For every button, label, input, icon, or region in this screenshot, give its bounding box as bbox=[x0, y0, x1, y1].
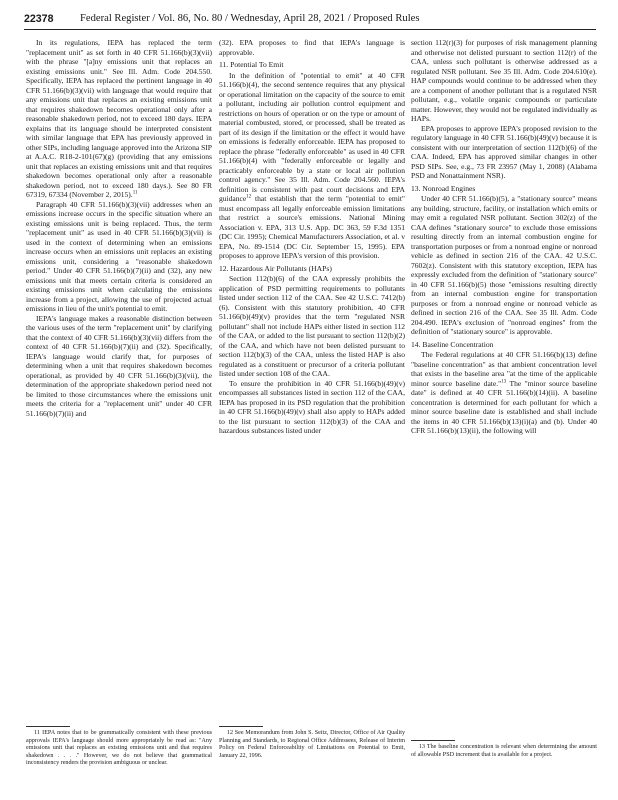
footnote-ref: 12 bbox=[246, 194, 252, 200]
paragraph: To ensure the prohibition in 40 CFR 51.166(b)(49)(v) encompasses all substances listed in section 112 of the CAA, IEPA has proposed in its PSD regulation that the prohibition in 40 CFR 51.166(b)(49)(v) shall also apply to HAPs added to the list pursuant to section 112(b)(3) of the CAA and hazardous substances listed under bbox=[219, 378, 405, 435]
section-heading: 14. Baseline Concentration bbox=[411, 339, 494, 349]
paragraph: section 112(r)(3) for purposes of risk management planning and otherwise not delisted pursuant to section 112(r) of the CAA, unless such pollutant is otherwise addressed as a regulated NSR pollutant. See 35 Ill. Adm. Code 204.610(e). HAP compounds would continue to be addressed when they are a component of another pollutant that is a regulated NSR pollutant, e.g., volatile organic compounds or particulate matter. However, they would not be regulated individually as HAPs. bbox=[411, 38, 597, 123]
footnote-ref: 13 bbox=[501, 378, 507, 384]
paragraph: Paragraph 40 CFR 51.166(b)(3)(vii) addresses when an emissions increase occurs in the specific situation where an existing emissions unit is being replaced. Thus, the term "replacement unit" as used in 40 CFR 51.166(b)(3)(vii) is used in the context of determining when an emissions increase occurs when an emissions unit replaces an existing emissions unit, considering a "reasonable shakedown period." Under 40 CFR 51.166(b)(7)(ii) and (32), any new emissions unit that meets certain criteria is considered an existing emissions unit when calculating the emissions increase from a project, allowing the use of projected actual emissions in lieu of the unit's potential to emit. bbox=[26, 199, 212, 313]
paragraph: Section 112(b)(6) of the CAA expressly prohibits the application of PSD permitting requirements to pollutants listed under section 112 of the CAA. See 42 U.S.C. 7412(b)(6). Consistent with this statutory prohibition, 40 CFR 51.166(b)(49)(v) provides that the term "regulated NSR pollutant" shall not include HAPs either listed in section 112 of the CAA, or added to the list pursuant to section 112(b)(2) of the CAA, and which have not been delisted pursuant to section 112(b)(3) of the CAA, unless the listed HAP is also regulated as a constituent or precursor of a criteria pollutant listed under section 108 of the CAA. bbox=[219, 274, 405, 378]
section-heading: 11. Potential To Emit bbox=[219, 60, 284, 69]
footnote-rule bbox=[219, 726, 263, 727]
column-2 bbox=[219, 38, 405, 436]
column-3 bbox=[411, 38, 597, 436]
footnote-ref: 11 bbox=[132, 190, 138, 196]
page-number: 22378 bbox=[24, 13, 54, 25]
section-heading: 12. Hazardous Air Pollutants (HAPs) bbox=[219, 263, 332, 273]
footnote-block bbox=[219, 726, 405, 760]
paragraph: (32). EPA proposes to find that IEPA's language is approvable. bbox=[219, 38, 405, 57]
footnote-13: 13 The baseline concentration is relevant when determining the amount of allowable PSD increment that is available for a project. bbox=[411, 744, 597, 758]
paragraph: In its regulations, IEPA has replaced the term "replacement unit" as set forth in 40 CFR 51.166(b)(3)(vii) with the phrase "[a]ny emissions unit that replaces an existing emissions unit." See Ill. Adm. Code 204.550. Specifically, IEPA has replaced the pertinent language in 40 CFR 51.166(b)(3)(vii) with language that would require that any emissions unit that replaces an existing emissions unit that requires shakedown becomes operational only after a reasonable shakedown period, not to exceed 180 days. IEPA explains that its language should be interpreted consistent with similar language that EPA has previously approved in other SIPs, including language approved into the Arizona SIP at A.A.C. R18-2-101(67)(g) (providing that any emissions unit that replaces an existing emissions unit and that requires shakedown becomes operational only after a reasonable shakedown period, not to exceed 180 days.). See 80 FR 67319, 67334 (November 2, 2015).$^{11}$ bbox=[26, 38, 212, 199]
paragraph: The Federal regulations at 40 CFR 51.166(b)(13) define "baseline concentration" as that ambient concentration level that exists in the baseline area "at the time of the applicable minor source baseline date."$^{13}$ The "minor source baseline date" is defined at 40 CFR 51.166(b)(14)(ii). A baseline concentration is determined for each pollutant for which a minor source baseline date is established and shall include the items in 40 CFR 51.166(b)(13)(i)(a) and (b). Under 40 CFR 51.166(b)(13)(ii), the following will bbox=[411, 350, 597, 435]
header-rule bbox=[24, 29, 596, 30]
footnote-block bbox=[26, 726, 212, 768]
footnote-rule bbox=[26, 726, 70, 727]
footnote-rule bbox=[411, 740, 455, 741]
paragraph: In the definition of "potential to emit" at 40 CFR 51.166(b)(4), the second sentence requires that any physical or operational limitation on the capacity of the source to emit a pollutant, including air pollution control equipment and restrictions on hours of operation or on the type or amount of material combusted, stored, or processed, shall be treated as part of its design if the limitation or the effect it would have on emissions is federally enforceable. IEPA has proposed to replace the phrase "federally enforceable" as used in 40 CFR 51.166(b)(4) with "federally enforceable or legally and practicably enforceable by a state or local air pollution control agency." See 35 Ill. Adm. Code 204.560. IEPA's definition is consistent with past court decisions and EPA guidance$^{12}$ that establish that the term "potential to emit" must encompass all legally enforceable emission limitations that restrict a source's emissions. National Mining Association v. EPA, 313 U.S. App. DC 363, 59 F.3d 1351 (DC Cir. 1995); Chemical Manufacturers Association, et al. v EPA, No. 89-1514 (DC Cir. September 15, 1995). EPA proposes to approve IEPA's version of this provision. bbox=[219, 70, 405, 260]
paragraph: EPA proposes to approve IEPA's proposed revision to the regulatory language in 40 CFR 51.166(b)(49)(v) because it is consistent with our interpretation of section 112(b)(6) of the CAA. Indeed, EPA has approved similar changes in other PSD SIPs. See, e.g., 73 FR 23957 (May 1, 2008) (Alabama PSD and Nonattainment NSR). bbox=[411, 123, 597, 180]
page-header bbox=[24, 13, 596, 27]
footnote-11: 11 IEPA notes that to be grammatically consistent with these previous approvals IEPA's language should more appropriately be read as: "Any emissions unit that replaces an existing emissions unit and that requires shakedown . . . ." However, we do not believe that grammatical inconsistency renders the provision ambiguous or unclear. bbox=[26, 730, 212, 767]
column-1 bbox=[26, 38, 212, 418]
footnote-12: 12 See Memorandum from John S. Seitz, Director, Office of Air Quality Planning and Standards, to Regional Office Addressees, Release of Interim Policy on Federal Enforceability of Limitations on Potential to Emit, January 22, 1996. bbox=[219, 730, 405, 759]
paragraph: Under 40 CFR 51.166(b)(5), a "stationary source" means any building, structure, facility, or installation which emits or may emit a regulated NSR pollutant. Section 302(z) of the CAA defines "stationary source" to exclude those emissions resulting directly from an internal combustion engine for transportation purposes or from a nonroad engine or nonroad vehicle as defined in section 216 of the CAA. 42 U.S.C. 7602(z). Consistent with this statutory exception, IEPA has expressly excluded from the definition of "stationary source" in 40 CFR 51.166(b)(5) those "emissions resulting directly from an internal combustion engine for transportation purposes or from a nonroad engine or nonroad vehicle as defined in section 216 of the CAA. See 35 Ill. Adm. Code 204.490. IEPA's exclusion of "nonroad engines" from the definition of "stationary source" is approvable. bbox=[411, 194, 597, 336]
section-heading: 13. Nonroad Engines bbox=[411, 183, 476, 193]
header-citation: Federal Register / Vol. 86, No. 80 / Wednesday, April 28, 2021 / Proposed Rules bbox=[80, 13, 420, 24]
footnote-block bbox=[411, 740, 597, 759]
paragraph: IEPA's language makes a reasonable distinction between the various uses of the term "replacement unit" by clarifying that the context of 40 CFR 51.166(b)(3)(vii) differs from the context of 40 CFR 51.166(b)(7)(ii) and (32). Specifically, IEPA's language would clarify that, for purposes of determining when a unit that requires shakedown becomes operational, as provided by 40 CFR 51.166(b)(3)(vii), the determination of the appropriate shakedown period need not be limited to those circumstances where the emissions unit meets the criteria for a "replacement unit" under 40 CFR 51.166(b)(7)(ii) and bbox=[26, 313, 212, 418]
